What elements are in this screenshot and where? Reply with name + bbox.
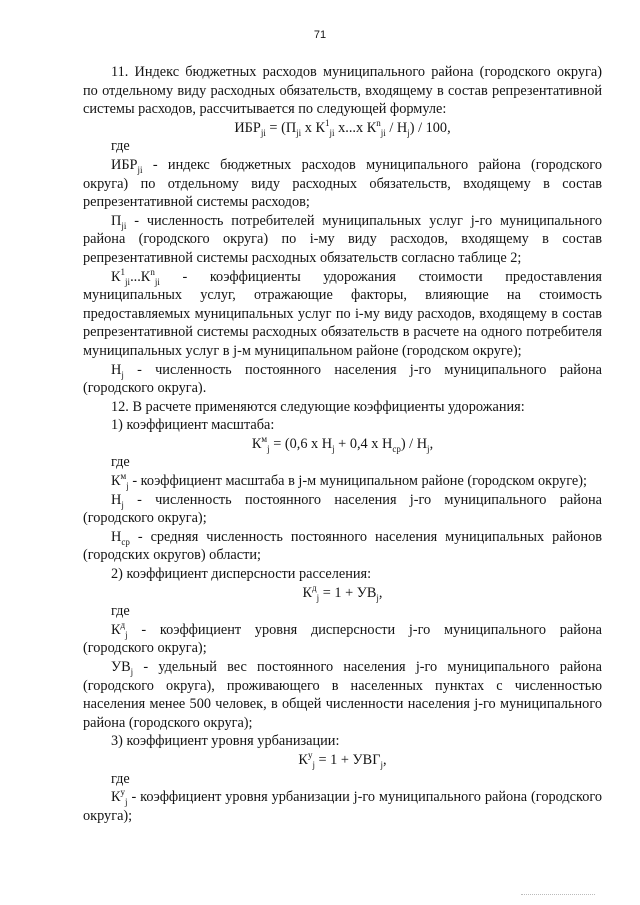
where-label: где: [111, 770, 130, 787]
definition-km: $К^м_j$ - коэффициент масштаба в j-м муниципальном районе (городском округе);: [111, 471, 587, 491]
coefficient-3-title: 3) коэффициент уровня урбанизации:: [111, 733, 340, 750]
formula-kd: $К^д_j = 1 + УВ_j$,: [302, 582, 383, 603]
definition-nj: $Н_j$ - численность постоянного населения j-го муниципального района (городского округа);: [83, 491, 602, 527]
where-label: где: [111, 454, 130, 471]
paragraph-11: 11. Индекс бюджетных расходов муниципального района (городского округа) по отдельному виду расходных обязательств, входящему в состав репрезентативной системы расходов, рассчитывается по следующей формуле:: [83, 64, 602, 118]
paragraph-12: 12. В расчете применяются следующие коэффициенты удорожания:: [111, 398, 525, 415]
document-body: [83, 63, 602, 825]
where-label: где: [111, 603, 130, 620]
formula-ky: $К^у_j = 1 + УВГ_j$,: [298, 750, 387, 770]
definition-k: $К^1_{ji}...К^n_{ji}$ - коэффициенты удорожания стоимости предоставления муниципальных услуг, отражающие факторы, влияющие на стоимость предоставляемых муниципальных услуг по i-му виду расходов, входящему в состав репрезентативной системы расходных обязательств в расчете на одного потребителя муниципальных услуг в j-м муниципальном районе (городском округе);: [83, 266, 602, 359]
definition-uv: $УВ_j$ - удельный вес постоянного населения j-го муниципального района (городского округа), проживающего в населенных пунктах с численностью населения менее 500 человек, в общей численности населения j-го муниципального района (городского округа);: [83, 659, 602, 731]
definition-ibr: $ИБР_{ji}$ - индекс бюджетных расходов муниципального района (городского округа) по отдельному виду расходных обязательств, входящему в состав репрезентативной системы расходов;: [83, 156, 602, 211]
footer-divider: [521, 894, 595, 896]
formula-km: $К^м_j = (0,6$ х $Н_j + 0,4$ х $Н_{ср}) / Н_j$,: [251, 434, 434, 454]
definition-kd: $К^д_j$ - коэффициент уровня дисперсности j-го муниципального района (городского округа);: [83, 620, 602, 657]
definition-n: $Н_j$ - численность постоянного населения j-го муниципального района (городского округа).: [83, 361, 602, 397]
where-label: где: [111, 138, 130, 155]
coefficient-2-title: 2) коэффициент дисперсности расселения:: [111, 566, 372, 583]
formula-ibr: $ИБР_{ji} = (П_{ji}$ х $К^1_{ji}$ х...х $К^n_{ji} / Н_j) / 100$,: [234, 118, 451, 138]
coefficient-1-title: 1) коэффициент масштаба:: [111, 417, 275, 434]
definition-ncp: $Н_{ср}$ - средняя численность постоянного населения муниципальных районов (городских округов) области;: [83, 528, 602, 564]
page-number: 71: [313, 29, 327, 41]
definition-ky: $К^у_j$ - коэффициент уровня урбанизации j-го муниципального района (городского округа);: [83, 787, 602, 824]
definition-p: $П_{ji}$ - численность потребителей муниципальных услуг j-го муниципального района (городского округа) по i-му виду расходов, входящему в состав репрезентативной системы расходных обязательств согласно таблице 2;: [83, 212, 602, 266]
